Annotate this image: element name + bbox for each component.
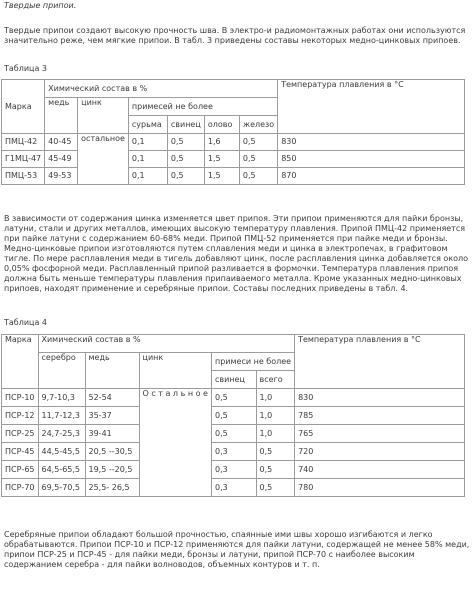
- body-paragraph: В зависимости от содержания цинка изменяется цвет припоя. Эти припои применяются для пайки бронзы, латуни, стали и других металлов, имеющих высокую температуру плавления. Припой ПМЦ-42 применяется при пайке латуни с содержанием 60-68% меди. Припой ПМЦ-52 применяется при пайке меди и бронзы. Медно-цинковые припои изготовляются путем сплавления меди и цинка в электропечах, в графитовом тигле. По мере расплавления меди в тигель добавляют цинк, после расплавления цинка добавляется около 0,05% фосфорной меди. Расплавленный припой разливается в формочки. Температура плавления припоя должна быть меньше температуры плавления припаиваемого металла. Кроме указанных медно-цинковых припоев, находят применение и серебряные припои. Составы последних приведены в табл. 4.: [4, 214, 469, 293]
- cell-temp: 870: [278, 168, 465, 185]
- cell-temp: 830: [278, 134, 465, 151]
- cell-antimony: 0,1: [128, 151, 167, 168]
- cell-brand: ПСР-25: [2, 425, 39, 443]
- cell-lead: 0,3: [211, 443, 256, 461]
- cell-silver: 24,7-25,3: [38, 425, 85, 443]
- table-row: [2, 425, 465, 443]
- cell-temp: 765: [295, 425, 465, 443]
- cell-lead: 0,5: [211, 425, 256, 443]
- header-melting-temp: Температура плавления в °С: [278, 80, 465, 134]
- cell-temp: 785: [295, 407, 465, 425]
- cell-copper: 35-37: [85, 407, 139, 425]
- cell-antimony: 0,1: [128, 168, 167, 185]
- table-3-caption: Таблица 3: [4, 64, 48, 73]
- cell-tin: 1,5: [204, 168, 239, 185]
- closing-paragraph: Серебряные припои обладают большой прочностью, спаянные ими швы хорошо изгибаются и легко обрабатываются. Припои ПСР-10 и ПСР-12 применяются для пайки латуни, содержащей не менее 58% меди, припои ПСР-25 и ПСР-45 - для пайки меди, бронзы и латуни, припой ПСР-70 с наиболее высоким содержанием серебра - для пайки волноводов, объемных контуров и т. п.: [4, 530, 470, 569]
- header-silver: серебро: [38, 353, 85, 389]
- cell-temp: 850: [278, 151, 465, 168]
- cell-brand: ПСР-12: [2, 407, 39, 425]
- header-tin: олово: [204, 116, 239, 134]
- cell-iron: 0,5: [239, 151, 277, 168]
- cell-lead: 0,5: [167, 168, 204, 185]
- table-row: [2, 407, 465, 425]
- cell-copper: 25,5- 26,5: [85, 479, 139, 497]
- cell-zinc: остальное: [78, 134, 129, 185]
- header-brand: Марка: [2, 80, 45, 134]
- cell-tin: 1,5: [204, 151, 239, 168]
- section-heading: Твердые припои.: [4, 1, 77, 10]
- cell-total: 0,5: [256, 443, 295, 461]
- cell-brand: Г1МЦ-47: [2, 151, 45, 168]
- cell-brand: ПМЦ-53: [2, 168, 45, 185]
- cell-silver: 64,5-65,5: [38, 461, 85, 479]
- cell-lead: 0,3: [211, 461, 256, 479]
- table-row: [2, 389, 465, 407]
- cell-total: 0,5: [256, 461, 295, 479]
- table-row: [2, 443, 465, 461]
- header-lead: свинец: [211, 371, 256, 389]
- cell-brand: ПСР-10: [2, 389, 39, 407]
- header-lead: свинец: [167, 116, 204, 134]
- table-row: [2, 151, 465, 168]
- cell-brand: ПСР-70: [2, 479, 39, 497]
- cell-temp: 720: [295, 443, 465, 461]
- cell-zinc: О с т а л ь н о е: [139, 389, 211, 497]
- cell-lead: 0,5: [167, 151, 204, 168]
- cell-lead: 0,5: [167, 134, 204, 151]
- header-melting-temp: Температура плавления в °С: [295, 335, 465, 389]
- table-row: [2, 479, 465, 497]
- table-4: [1, 334, 465, 497]
- cell-copper: 40-45: [45, 134, 78, 151]
- cell-tin: 1,6: [204, 134, 239, 151]
- cell-temp: 780: [295, 479, 465, 497]
- header-total: всего: [256, 371, 295, 389]
- cell-copper: 39-41: [85, 425, 139, 443]
- table-row: [2, 461, 465, 479]
- header-copper: медь: [85, 353, 139, 389]
- header-iron: железо: [239, 116, 277, 134]
- table-4-caption: Таблица 4: [4, 318, 48, 327]
- header-zinc: цинк: [139, 353, 211, 389]
- cell-total: 1,0: [256, 407, 295, 425]
- header-impurities: примесей не более: [128, 98, 277, 116]
- table-3: [1, 79, 465, 185]
- cell-copper: 52-54: [85, 389, 139, 407]
- cell-copper: 49-53: [45, 168, 78, 185]
- cell-silver: 9,7-10,3: [38, 389, 85, 407]
- header-brand: Марка: [2, 335, 39, 389]
- cell-temp: 740: [295, 461, 465, 479]
- cell-iron: 0,5: [239, 134, 277, 151]
- cell-lead: 0,5: [211, 389, 256, 407]
- cell-total: 0,5: [256, 479, 295, 497]
- header-composition: Химический состав в %: [38, 335, 295, 353]
- cell-silver: 44,5-45,5: [38, 443, 85, 461]
- cell-total: 1,0: [256, 425, 295, 443]
- cell-lead: 0,5: [211, 407, 256, 425]
- cell-copper: 20,5 --30,5: [85, 443, 139, 461]
- header-copper: медь: [45, 98, 78, 134]
- cell-total: 1,0: [256, 389, 295, 407]
- cell-brand: ПСР-65: [2, 461, 39, 479]
- cell-antimony: 0,1: [128, 134, 167, 151]
- cell-silver: 11,7-12,3: [38, 407, 85, 425]
- cell-copper: 19,5 --20,5: [85, 461, 139, 479]
- cell-brand: ПМЦ-42: [2, 134, 45, 151]
- header-composition: Химический состав в %: [45, 80, 278, 98]
- header-impurities: примеси не более: [211, 353, 294, 371]
- cell-brand: ПСР-45: [2, 443, 39, 461]
- cell-temp: 830: [295, 389, 465, 407]
- cell-lead: 0,3: [211, 479, 256, 497]
- cell-copper: 45-49: [45, 151, 78, 168]
- intro-paragraph: Твердые припои создают высокую прочность шва. В электро-и радиомонтажных работах они используются значительно реже, чем мягкие припои. В табл. 3 приведены составы некоторых медно-цинковых припоев.: [4, 26, 466, 45]
- table-row: [2, 134, 465, 151]
- table-row: [2, 168, 465, 185]
- header-antimony: сурьма: [128, 116, 167, 134]
- cell-iron: 0,5: [239, 168, 277, 185]
- cell-silver: 69,5-70,5: [38, 479, 85, 497]
- header-zinc: цинк: [78, 98, 129, 134]
